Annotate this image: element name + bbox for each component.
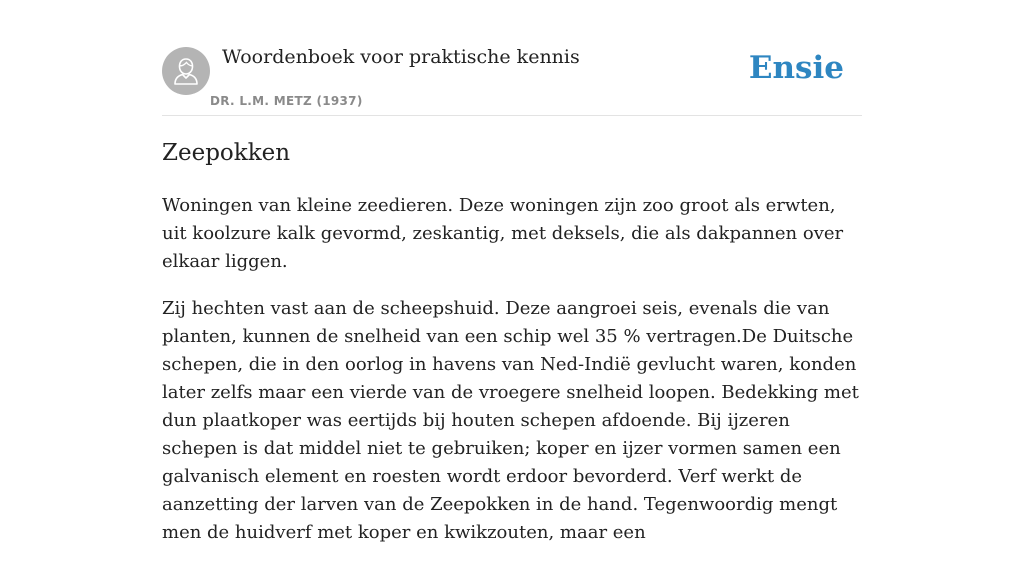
user-icon	[172, 56, 200, 86]
book-title[interactable]: Woordenboek voor praktische kennis	[222, 46, 580, 68]
author-avatar[interactable]	[162, 47, 210, 95]
ensie-logo[interactable]: Ensie	[748, 50, 844, 86]
entry-body	[162, 192, 862, 566]
entry-paragraph: Woningen van kleine zeedieren. Deze woningen zijn zoo groot als erwten, uit koolzure kalk gevormd, zeskantig, met deksels, die als dakpannen over elkaar liggen.	[162, 195, 844, 272]
book-author: DR. L.M. METZ (1937)	[210, 94, 363, 108]
header	[162, 0, 862, 116]
content-column	[162, 0, 862, 543]
entry-paragraph: Zij hechten vast aan de scheepshuid. Deze aangroei seis, evenals die van planten, kunnen de snelheid van een schip wel 35 % vertragen.De Duitsche schepen, die in den oorlog in havens van Ned-Indië gevlucht waren, konden later zelfs maar een vierde van de vroegere snelheid loopen. Bedekking met dun plaatkoper was eertijds bij houten schepen afdoende. Bij ijzeren schepen is dat middel niet te gebruiken; koper en ijzer vormen samen een galvanisch element en roesten wordt erdoor bevorderd. Verf werkt de aanzetting der larven van de Zeepokken in de hand. Tegenwoordig mengt men de huidverf met koper en kwikzouten, maar een	[162, 298, 859, 543]
entry-title: Zeepokken	[162, 140, 291, 166]
